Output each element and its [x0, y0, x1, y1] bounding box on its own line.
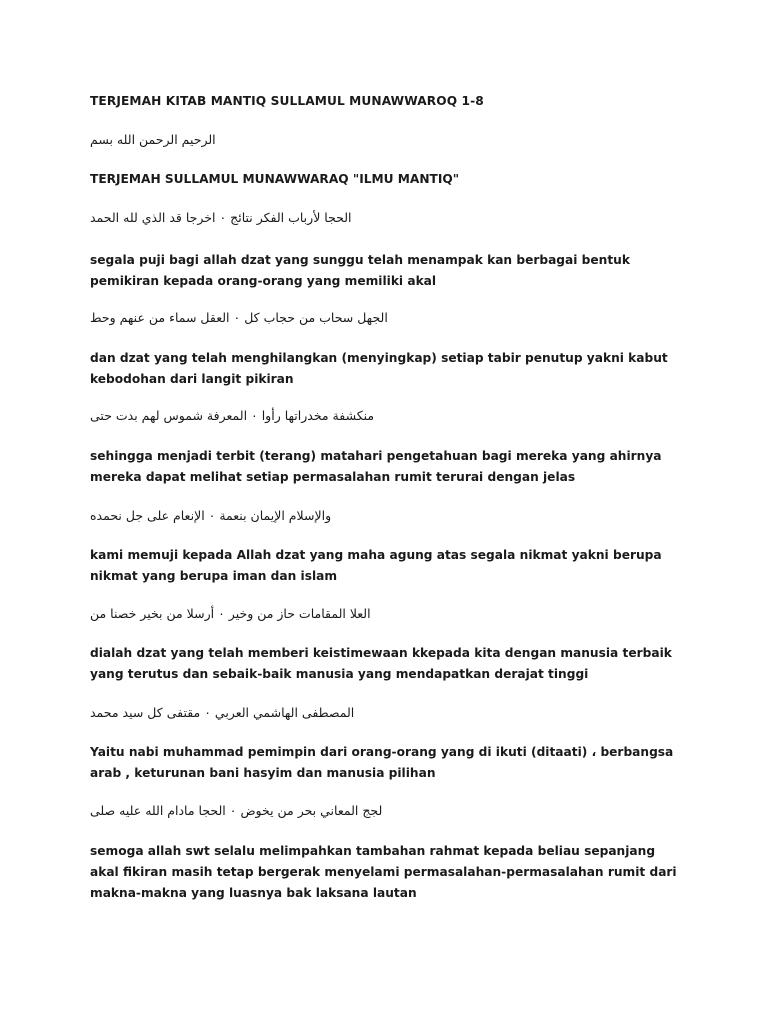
translation-1: segala puji bagi allah dzat yang sunggu telah menampak kan berbagai bentuk pemikiran kepada orang-orang yang memiliki akal — [90, 253, 630, 288]
arabic-verse-2: الجهل سحاب من حجاب كل ۰ العقل سماء من عنهم وحط — [90, 310, 388, 325]
translation-5: dialah dzat yang telah memberi keistimewaan kkepada kita dengan manusia terbaik yang terutus dan sebaik-baik manusia yang mendapatkan derajat tinggi — [90, 646, 672, 681]
translation-3: sehingga menjadi terbit (terang) matahari pengetahuan bagi mereka yang ahirnya mereka dapat melihat setiap permasalahan rumit terurai dengan jelas — [90, 449, 662, 484]
translation-7: semoga allah swt selalu melimpahkan tambahan rahmat kepada beliau sepanjang akal fikiran masih tetap bergerak menyelami permasalahan-permasalahan rumit dari makna-makna yang luasnya bak laksana lautan — [90, 844, 677, 900]
arabic-verse-3: منكشفة مخدراتها رأوا ۰ المعرفة شموس لهم بدت حتى — [90, 408, 375, 423]
arabic-verse-5: العلا المقامات حاز من وخير ۰ أرسلا من بخير خصنا من — [90, 606, 371, 621]
translation-6: Yaitu nabi muhammad pemimpin dari orang-orang yang di ikuti (ditaati) ، berbangsa arab , keturunan bani hasyim dan manusia pilihan — [90, 745, 674, 780]
arabic-verse-4: والإسلام الإيمان بنعمة ۰ الإنعام على جل نحمده — [90, 508, 332, 523]
arabic-verse-6: المصطفى الهاشمي العربي ۰ مقتفى كل سيد محمد — [90, 705, 355, 720]
arabic-verse-7: لجج المعاني بحر من يخوض ۰ الحجا مادام الله عليه صلى — [90, 803, 383, 818]
arabic-verse-1: الحجا لأرباب الفكر نتائج ۰ اخرجا قد الذي لله الحمد — [90, 210, 352, 225]
document-subtitle: TERJEMAH SULLAMUL MUNAWWARAQ "ILMU MANTIQ" — [90, 172, 460, 186]
document-title: TERJEMAH KITAB MANTIQ SULLAMUL MUNAWWAROQ 1-8 — [90, 94, 484, 108]
translation-2: dan dzat yang telah menghilangkan (menyingkap) setiap tabir penutup yakni kabut kebodohan dari langit pikiran — [90, 351, 668, 386]
translation-4: kami memuji kepada Allah dzat yang maha agung atas segala nikmat yakni berupa nikmat yang berupa iman dan islam — [90, 548, 662, 583]
basmalah-line: الرحيم الرحمن الله بسم — [90, 132, 216, 147]
